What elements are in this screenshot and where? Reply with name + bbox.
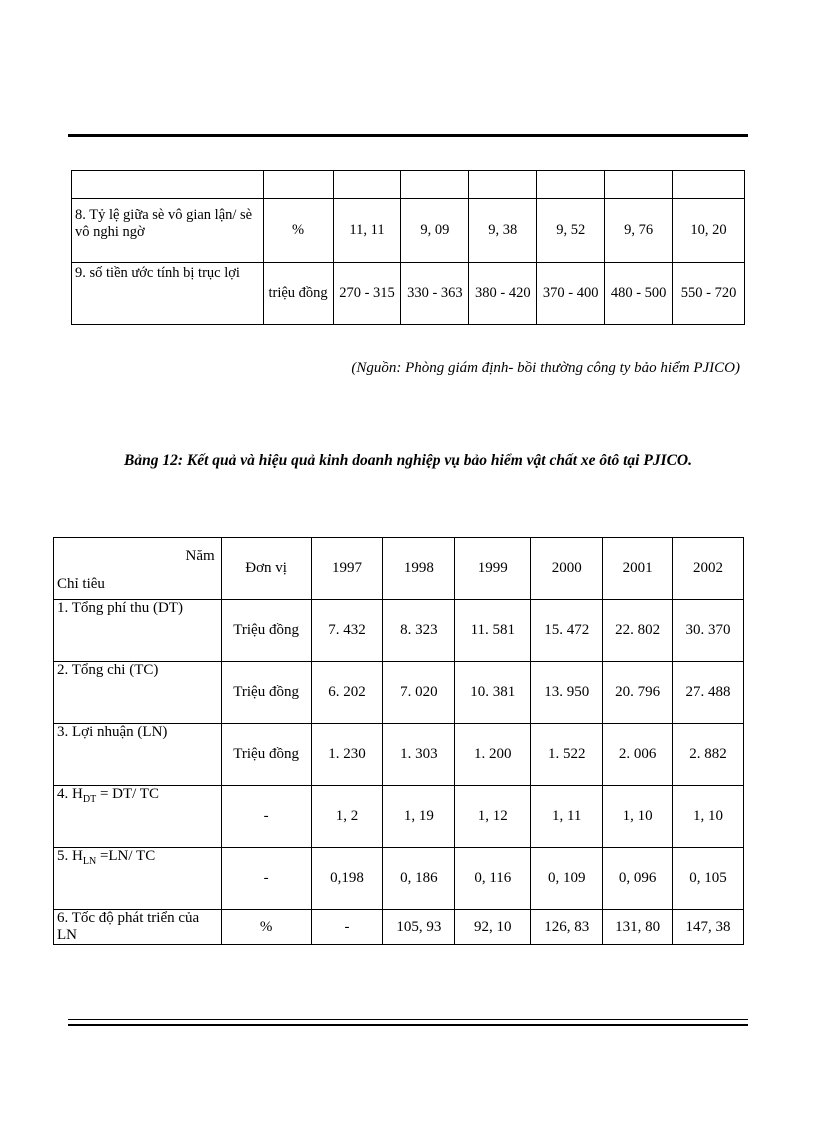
source-note: (Nguồn: Phòng giám định- bồi thường công ty bảo hiểm PJICO) xyxy=(351,360,740,376)
row-label-pre: 4. H xyxy=(57,786,83,802)
header-indicator-label: Chỉ tiêu xyxy=(57,576,105,592)
row-unit: Triệu đồng xyxy=(221,724,311,786)
cell: 7. 432 xyxy=(311,600,383,662)
cell: 1, 19 xyxy=(383,786,455,848)
row-unit: Triệu đồng xyxy=(221,600,311,662)
cell: 0, 186 xyxy=(383,848,455,910)
cell: 131, 80 xyxy=(603,910,673,945)
header-unit: Đơn vị xyxy=(221,538,311,600)
row-label-sub: DT xyxy=(82,794,97,805)
table-row xyxy=(54,848,744,910)
cell: 270 - 315 xyxy=(333,263,401,325)
header-year: 2002 xyxy=(673,538,744,600)
row-unit: % xyxy=(221,910,311,945)
cell: 380 - 420 xyxy=(469,263,537,325)
cell: 480 - 500 xyxy=(605,263,673,325)
row-label xyxy=(72,199,264,263)
cell: 330 - 363 xyxy=(401,263,469,325)
row-unit: - xyxy=(221,786,311,848)
cell: 0,198 xyxy=(311,848,383,910)
header-year: 2001 xyxy=(603,538,673,600)
header-corner-cell xyxy=(54,538,222,600)
cell: 1, 10 xyxy=(603,786,673,848)
cell: 11. 581 xyxy=(455,600,531,662)
cell: 7. 020 xyxy=(383,662,455,724)
cell: 2. 006 xyxy=(603,724,673,786)
header-year: 1999 xyxy=(455,538,531,600)
row-unit: % xyxy=(263,199,333,263)
cell: 27. 488 xyxy=(673,662,744,724)
cell: 15. 472 xyxy=(531,600,603,662)
cell: 105, 93 xyxy=(383,910,455,945)
row-unit: Triệu đồng xyxy=(221,662,311,724)
table-row xyxy=(54,724,744,786)
cell: 370 - 400 xyxy=(537,263,605,325)
cell: 9, 38 xyxy=(469,199,537,263)
cell: 1. 230 xyxy=(311,724,383,786)
row-label xyxy=(54,786,222,848)
row-label: 6. Tốc độ phát triển của LN xyxy=(54,910,222,945)
cell: 1. 522 xyxy=(531,724,603,786)
row-label: 2. Tổng chi (TC) xyxy=(54,662,222,724)
table-row xyxy=(54,786,744,848)
table-row xyxy=(54,662,744,724)
row-unit: triệu đồng xyxy=(263,263,333,325)
table-header-row xyxy=(54,538,744,600)
cell: 20. 796 xyxy=(603,662,673,724)
cell: 92, 10 xyxy=(455,910,531,945)
header-year: 1997 xyxy=(311,538,383,600)
cell: 9, 52 xyxy=(537,199,605,263)
cell: 1, 11 xyxy=(531,786,603,848)
header-year-label: Năm xyxy=(185,548,215,564)
cell: 2. 882 xyxy=(673,724,744,786)
cell: 6. 202 xyxy=(311,662,383,724)
cell: 0, 096 xyxy=(603,848,673,910)
cell: 1, 12 xyxy=(455,786,531,848)
cell: 0, 116 xyxy=(455,848,531,910)
row-label xyxy=(72,263,264,325)
cell: 22. 802 xyxy=(603,600,673,662)
cell: 1. 200 xyxy=(455,724,531,786)
row-label-post: = DT/ TC xyxy=(96,786,159,802)
cell: 0, 109 xyxy=(531,848,603,910)
row-label-line1: 8. Tỷ lệ giữa sè vô gian lận/ sè xyxy=(75,207,253,223)
row-label-line2: vô nghi ngờ xyxy=(75,224,145,240)
table-row xyxy=(72,199,745,263)
cell: 1, 2 xyxy=(311,786,383,848)
cell: 30. 370 xyxy=(673,600,744,662)
table-row-empty xyxy=(72,171,745,199)
cell: - xyxy=(311,910,383,945)
cell: 9, 76 xyxy=(605,199,673,263)
cell: 126, 83 xyxy=(531,910,603,945)
cell: 10. 381 xyxy=(455,662,531,724)
row-label-sub: LN xyxy=(82,856,97,867)
cell: 11, 11 xyxy=(333,199,401,263)
table-row xyxy=(54,600,744,662)
table-business-results xyxy=(53,537,744,945)
cell: 10, 20 xyxy=(673,199,745,263)
bottom-rule xyxy=(68,1019,748,1026)
row-label-post: =LN/ TC xyxy=(96,848,156,864)
row-label: 3. Lợi nhuận (LN) xyxy=(54,724,222,786)
header-year: 2000 xyxy=(531,538,603,600)
cell: 13. 950 xyxy=(531,662,603,724)
row-unit: - xyxy=(221,848,311,910)
cell: 550 - 720 xyxy=(673,263,745,325)
cell: 1, 10 xyxy=(673,786,744,848)
row-label-pre: 5. H xyxy=(57,848,83,864)
header-year: 1998 xyxy=(383,538,455,600)
table-row xyxy=(54,910,744,945)
row-label-line1: 9. số tiền ước tính bị trục lợi xyxy=(75,265,240,281)
cell: 8. 323 xyxy=(383,600,455,662)
table-row xyxy=(72,263,745,325)
cell: 147, 38 xyxy=(673,910,744,945)
table-caption: Bảng 12: Kết quả và hiệu quả kinh doanh nghiệp vụ bảo hiểm vật chất xe ôtô tại PJICO. xyxy=(124,452,692,469)
cell: 0, 105 xyxy=(673,848,744,910)
cell: 9, 09 xyxy=(401,199,469,263)
row-label: 1. Tổng phí thu (DT) xyxy=(54,600,222,662)
table-fraud-stats xyxy=(71,170,745,325)
cell: 1. 303 xyxy=(383,724,455,786)
row-label xyxy=(54,848,222,910)
top-rule xyxy=(68,134,748,137)
